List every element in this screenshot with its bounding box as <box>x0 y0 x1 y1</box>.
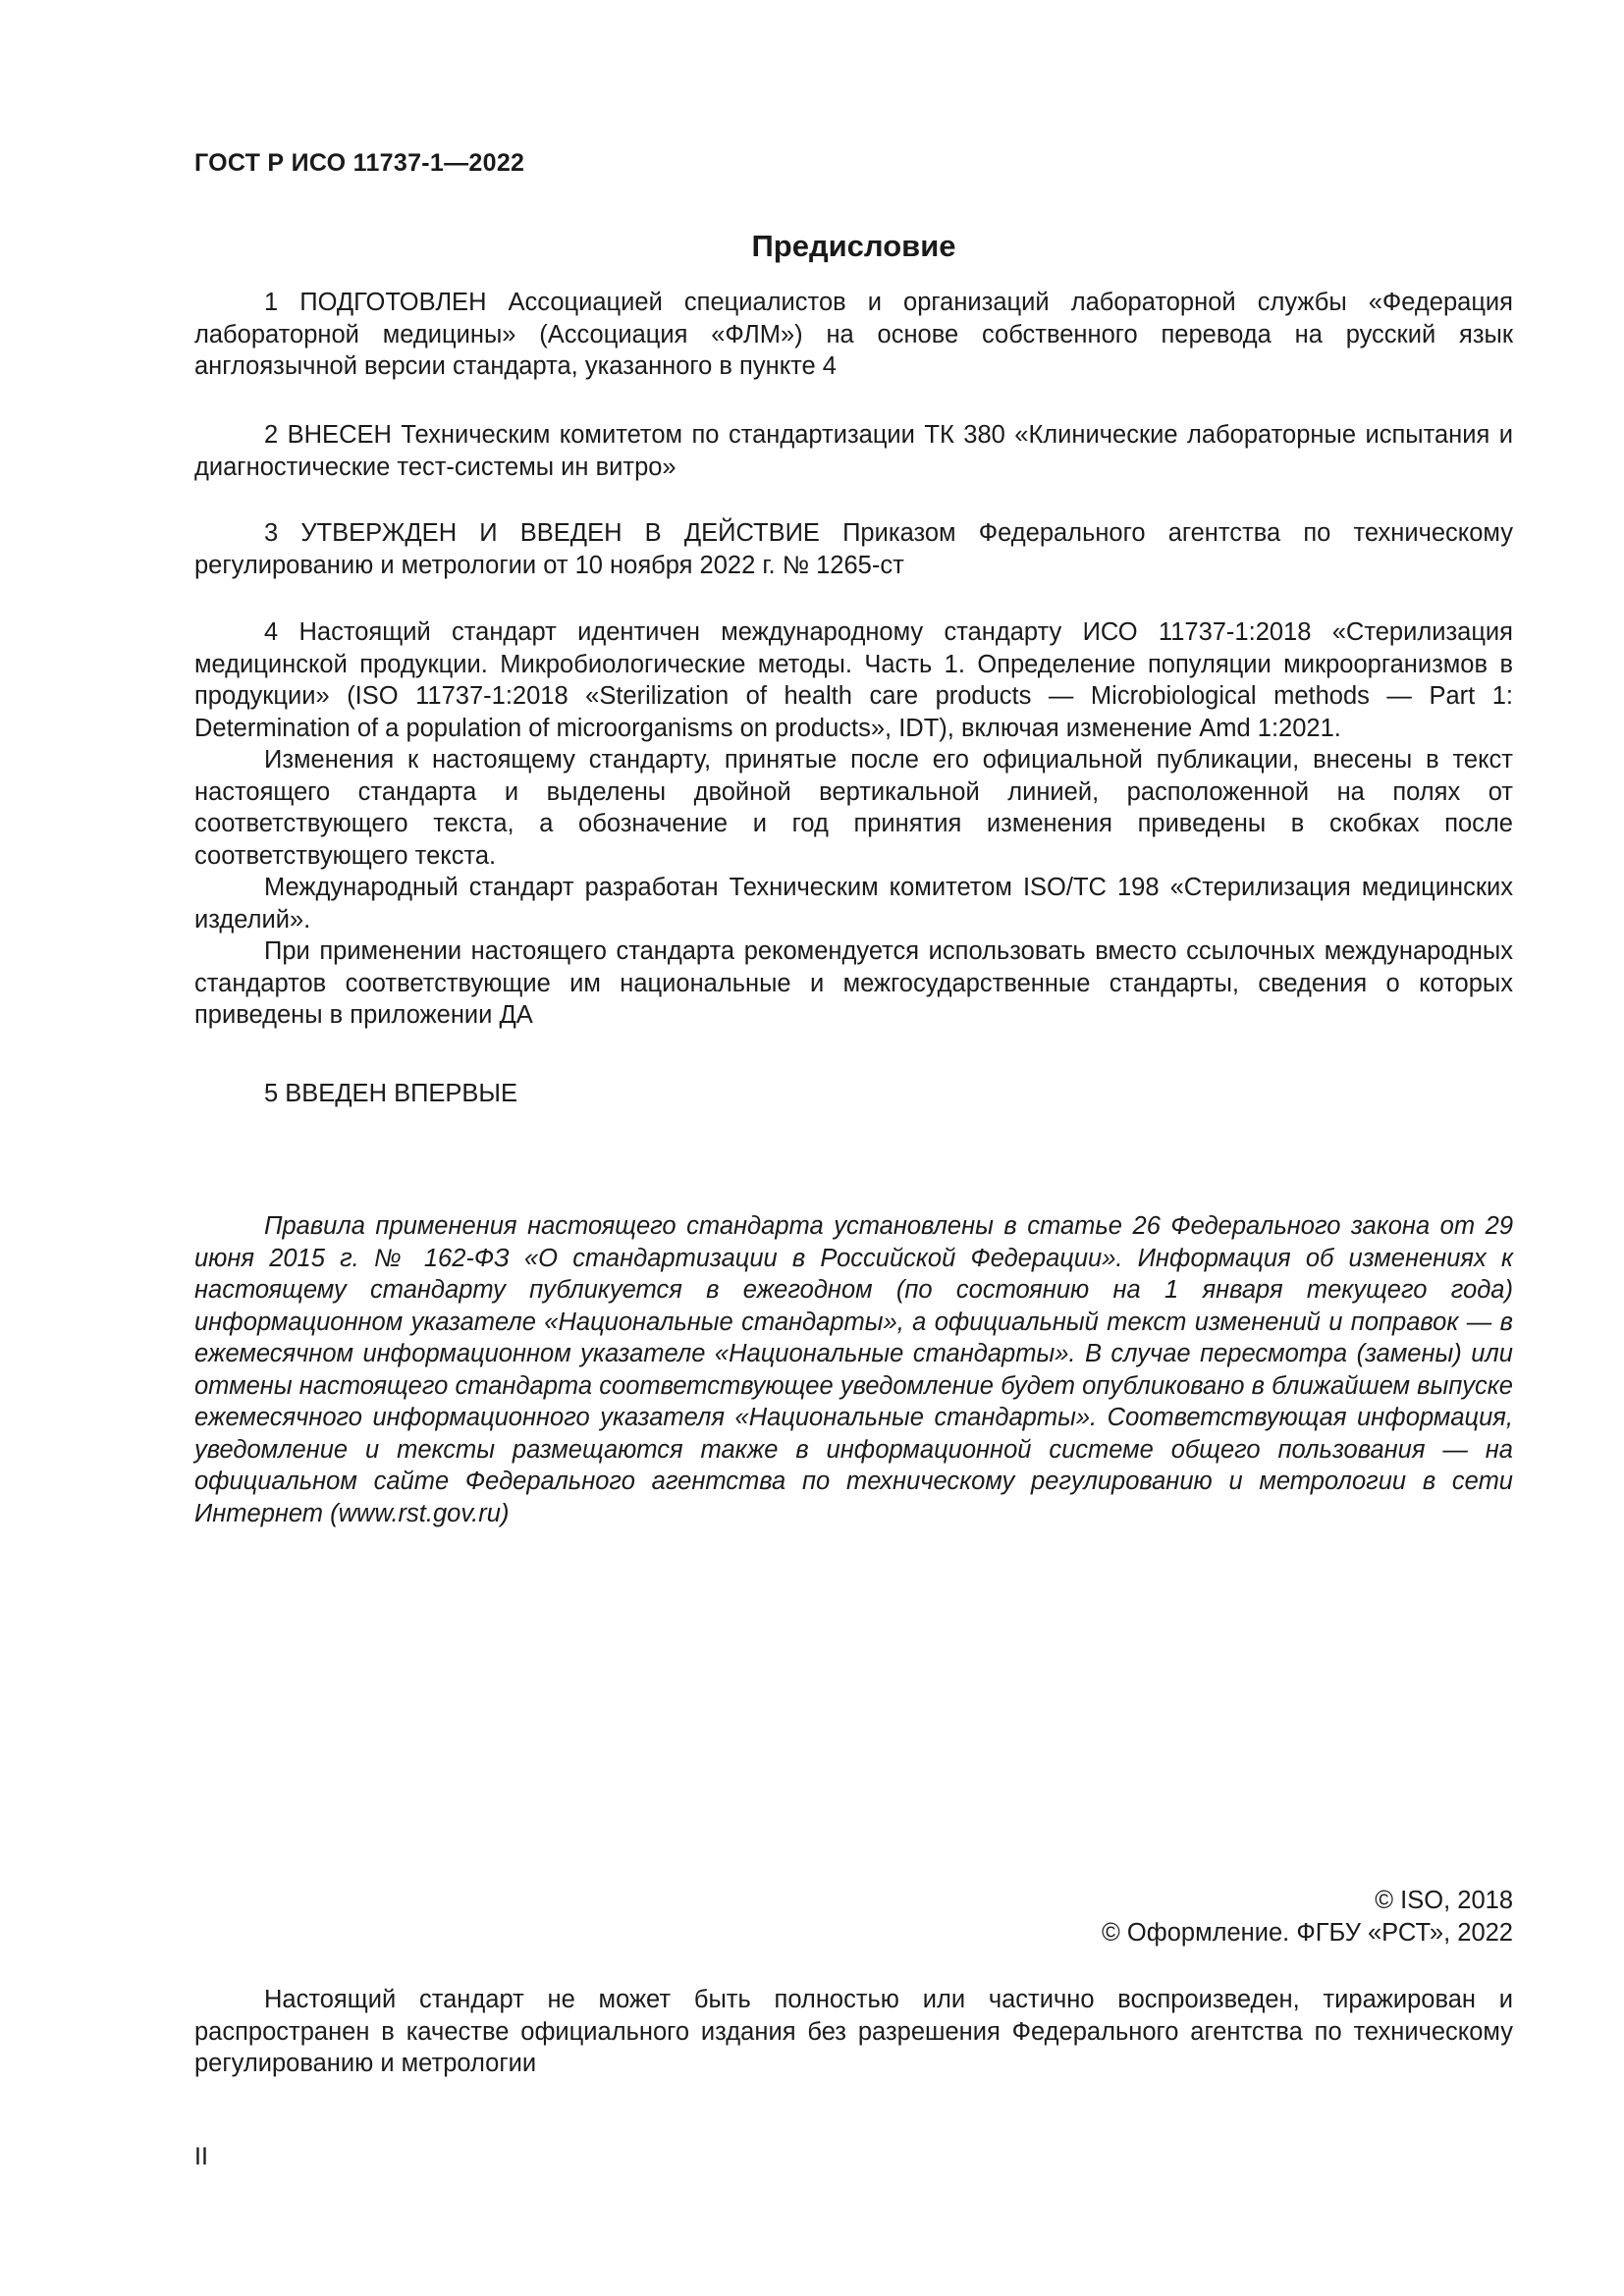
item-2-text: 2 ВНЕСЕН Техническим комитетом по стандартизации ТК 380 «Клинические лабораторные испытания и диагностические тест-системы ин витро» <box>194 421 1513 481</box>
item-4-paragraph: Изменения к настоящему стандарту, принятые после его официальной публикации, внесены в текст настоящего стандарта и выделены двойной вертикальной линией, расположенной на полях от соответствующего текста, а обозначение и год принятия изменения приведены в скобках после соответствующего текста. <box>194 746 1513 870</box>
document-page <box>194 0 1513 2296</box>
foreword-item-5 <box>194 1078 1513 1110</box>
page-title: Предисловие <box>751 229 956 263</box>
item-4-paragraph: 4 Настоящий стандарт идентичен международному стандарту ИСО 11737-1:2018 «Стерилизация медицинской продукции. Микробиологические методы. Часть 1. Определение популяции микроорганизмов в продукции» (ISO 11737-1:2018 «Sterilization of health care products — Microbiological methods — Part 1: Determination of a population of microorganisms on products», IDT), включая изменение Amd 1:2021. <box>194 618 1513 742</box>
copyright-iso: © ISO, 2018 <box>1375 1887 1513 1914</box>
foreword-item-2 <box>194 419 1513 483</box>
item-4-paragraph: Международный стандарт разработан Техническим комитетом ISO/TC 198 «Стерилизация медицинских изделий». <box>194 874 1513 934</box>
copyright-design: © Оформление. ФГБУ «РСТ», 2022 <box>1102 1919 1513 1947</box>
legal-note-text: Правила применения настоящего стандарта установлены в статье 26 Федерального закона от 29 июня 2015 г. № 162-ФЗ «О стандартизации в Российской Федерации». Информация об изменениях к настоящему стандарту публикуется в ежегодном (по состоянию на 1 января текущего года) информационном указателе «Национальные стандарты», а официальный текст изменений и поправок — в ежемесячном информационном указателе «Национальные стандарты». В случае пересмотра (замены) или отмены настоящего стандарта соответствующее уведомление будет опубликовано в ближайшем выпуске ежемесячного информационного указателя «Национальные стандарты». Соответствующая информация, уведомление и тексты размещаются также в информационной системе общего пользования — на официальном сайте Федерального агентства по техническому регулированию и метрологии в сети Интернет (www.rst.gov.ru) <box>194 1212 1513 1527</box>
document-code: ГОСТ Р ИСО 11737-1—2022 <box>194 149 525 177</box>
item-3-text: 3 УТВЕРЖДЕН И ВВЕДЕН В ДЕЙСТВИЕ Приказом Федерального агентства по техническому регулированию и метрологии от 10 ноября 2022 г. № 1265-ст <box>194 519 1513 579</box>
foreword-item-1 <box>194 287 1513 383</box>
reproduction-notice-text: Настоящий стандарт не может быть полностью или частично воспроизведен, тиражирован и распространен в качестве официального издания без разрешения Федерального агентства по техническому регулированию и метрологии <box>194 1986 1513 2077</box>
item-4-paragraph: При применении настоящего стандарта рекомендуется использовать вместо ссылочных международных стандартов соответствующие им национальные и межгосударственные стандарты, сведения о которых приведены в приложении ДА <box>194 937 1513 1029</box>
page-number: II <box>194 2143 208 2170</box>
foreword-item-4 <box>194 616 1513 1032</box>
foreword-item-3 <box>194 517 1513 581</box>
item-1-text: 1 ПОДГОТОВЛЕН Ассоциацией специалистов и организаций лабораторной службы «Федерация лабораторной медицины» (Ассоциация «ФЛМ») на основе собственного перевода на русский язык англоязычной версии стандарта, указанного в пункте 4 <box>194 289 1513 380</box>
copyright-block <box>194 1885 1513 1949</box>
legal-note <box>194 1210 1513 1529</box>
reproduction-notice <box>194 1984 1513 2080</box>
item-5-text: 5 ВВЕДЕН ВПЕРВЫЕ <box>264 1080 518 1107</box>
